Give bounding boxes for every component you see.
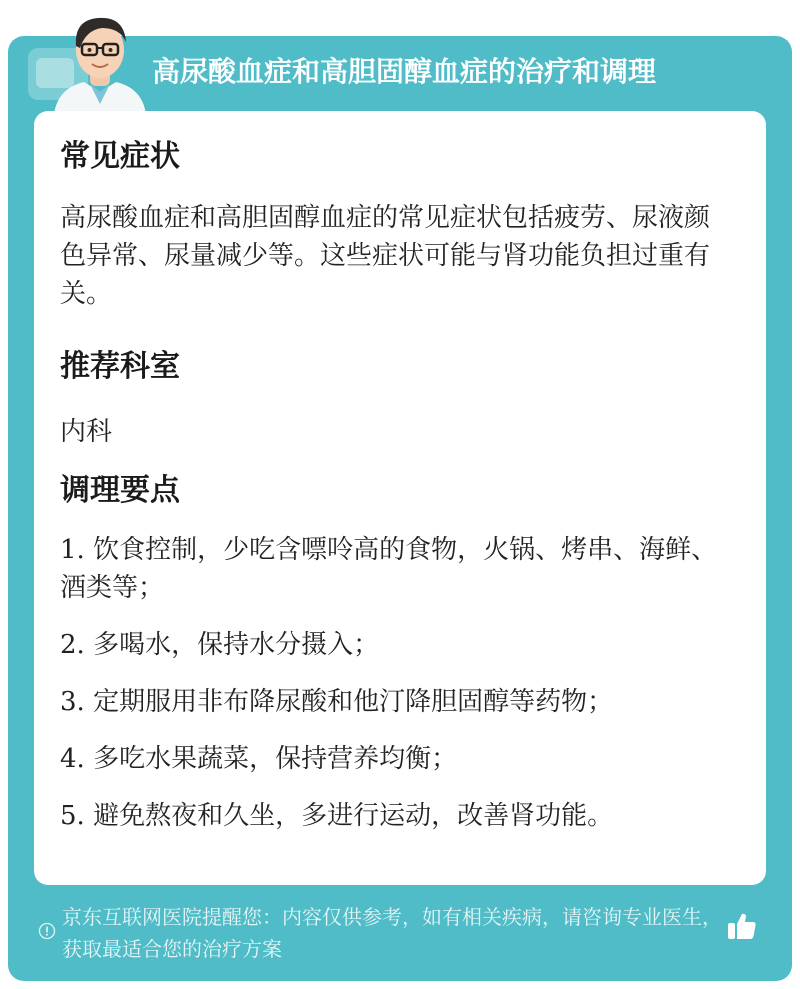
tips-list — [60, 531, 740, 854]
section-title-tips: 调理要点 — [60, 473, 180, 508]
list-item: 1. 饮食控制，少吃含嘌呤高的食物，火锅、烤串、海鲜、酒类等； — [60, 535, 718, 603]
doctor-avatar — [40, 6, 160, 114]
content-panel — [34, 111, 766, 885]
list-item: 3. 定期服用非布降尿酸和他汀降胆固醇等药物； — [60, 687, 614, 717]
info-icon — [38, 922, 56, 940]
department-text: 内科 — [60, 417, 113, 447]
section-title-department: 推荐科室 — [60, 349, 180, 384]
section-title-symptoms: 常见症状 — [60, 139, 180, 174]
disclaimer-text: 京东互联网医院提醒您：内容仅供参考，如有相关疾病，请咨询专业医生，获取最适合您的治疗方案 — [62, 905, 722, 961]
list-item: 2. 多喝水，保持水分摄入； — [60, 630, 380, 660]
thumbs-up-icon[interactable] — [726, 910, 758, 942]
page-title: 高尿酸血症和高胆固醇血症的治疗和调理 — [152, 55, 657, 88]
list-item: 5. 避免熬夜和久坐，多进行运动，改善肾功能。 — [60, 801, 614, 831]
list-item: 4. 多吃水果蔬菜，保持营养均衡； — [60, 744, 458, 774]
symptoms-text: 高尿酸血症和高胆固醇血症的常见症状包括疲劳、尿液颜色异常、尿量减少等。这些症状可能与肾功能负担过重有关。 — [60, 203, 711, 309]
